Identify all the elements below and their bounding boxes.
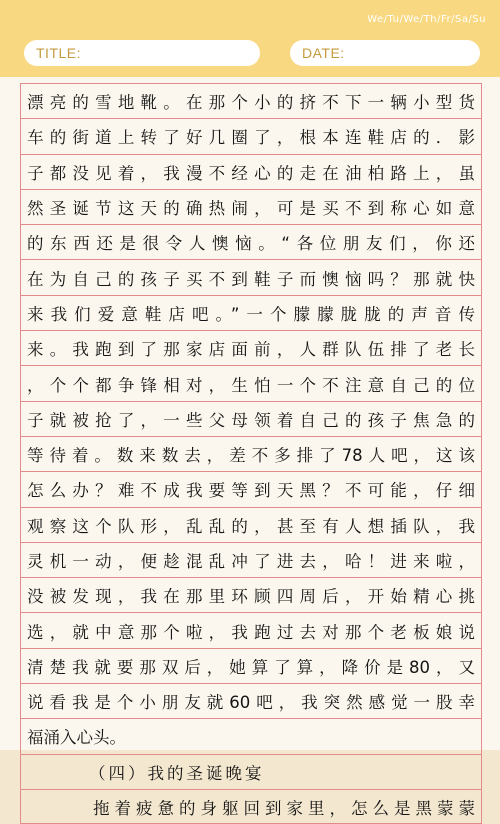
text-line: 清楚我就要那双后，她算了算，降价是80，又	[27, 657, 475, 677]
page-header	[0, 0, 500, 77]
text-line: 的东西还是很令人懊恼。“各位朋友们，你还	[27, 234, 475, 254]
text-row	[21, 295, 481, 330]
writing-grid	[20, 83, 482, 824]
paragraph-end-line: 福涌入心头。	[27, 728, 126, 748]
text-row	[21, 83, 481, 118]
text-row	[21, 259, 481, 294]
text-line: 来我们爱意鞋店吧。”一个朦朦胧胧的声音传	[27, 304, 475, 324]
text-line: 怎么办？难不成我要等到天黑？不可能，仔细	[27, 481, 475, 501]
text-line: 观察这个队形，乱乱的，甚至有人想插队，我	[27, 516, 475, 536]
section-heading: （四）我的圣诞晚宴	[89, 763, 265, 783]
text-row	[21, 507, 481, 542]
text-row	[21, 365, 481, 400]
text-row	[21, 154, 481, 189]
text-line: 子就被抢了，一些父母领着自己的孩子焦急的	[27, 410, 475, 430]
text-line: 说看我是个小朋友就60吧，我突然感觉一股幸	[27, 693, 475, 713]
text-line: 在为自己的孩子买不到鞋子而懊恼吗？那就快	[27, 269, 475, 289]
text-line: 等待着。数来数去，差不多排了78人吧，这该	[27, 446, 475, 466]
text-row	[21, 471, 481, 506]
text-row	[21, 189, 481, 224]
text-line: 灵机一动，便趁混乱冲了进去，哈！进来啦，	[27, 552, 475, 571]
text-line: 漂亮的雪地靴。在那个小的挤不下一辆小型货	[27, 93, 475, 113]
text-row	[21, 577, 481, 612]
text-row	[21, 224, 481, 259]
text-row	[21, 542, 481, 577]
date-field: DATE:	[290, 40, 480, 66]
text-row	[21, 683, 481, 718]
text-line: 没被发现，我在那里环顾四周后，开始精心挑	[27, 587, 475, 607]
text-row	[21, 648, 481, 683]
text-row	[21, 612, 481, 647]
text-row	[21, 789, 481, 824]
text-line: 然圣诞节这天的确热闹，可是买不到称心如意	[27, 199, 475, 219]
text-row	[21, 754, 481, 789]
text-row	[21, 330, 481, 365]
text-line: ，个个都争锋相对，生怕一个不注意自己的位	[27, 375, 475, 395]
text-row	[21, 436, 481, 471]
text-line: 选，就中意那个啦，我跑过去对那个老板娘说	[27, 622, 475, 642]
text-line: 来。我跑到了那家店面前，人群队伍排了老长	[27, 340, 475, 360]
text-row	[21, 718, 481, 753]
text-row	[21, 118, 481, 153]
text-line: 子都没见着，我漫不经心的走在油柏路上，虽	[27, 163, 475, 183]
lined-paper	[0, 77, 500, 818]
title-field: TITLE:	[24, 40, 260, 66]
text-row	[21, 401, 481, 436]
text-line: 拖着疲惫的身躯回到家里，怎么是黑蒙蒙	[93, 798, 475, 818]
text-line: 车的街道上转了好几圈了，根本连鞋店的．影	[27, 128, 475, 148]
weekday-strip: We/Tu/We/Th/Fr/Sa/Su	[367, 14, 486, 25]
